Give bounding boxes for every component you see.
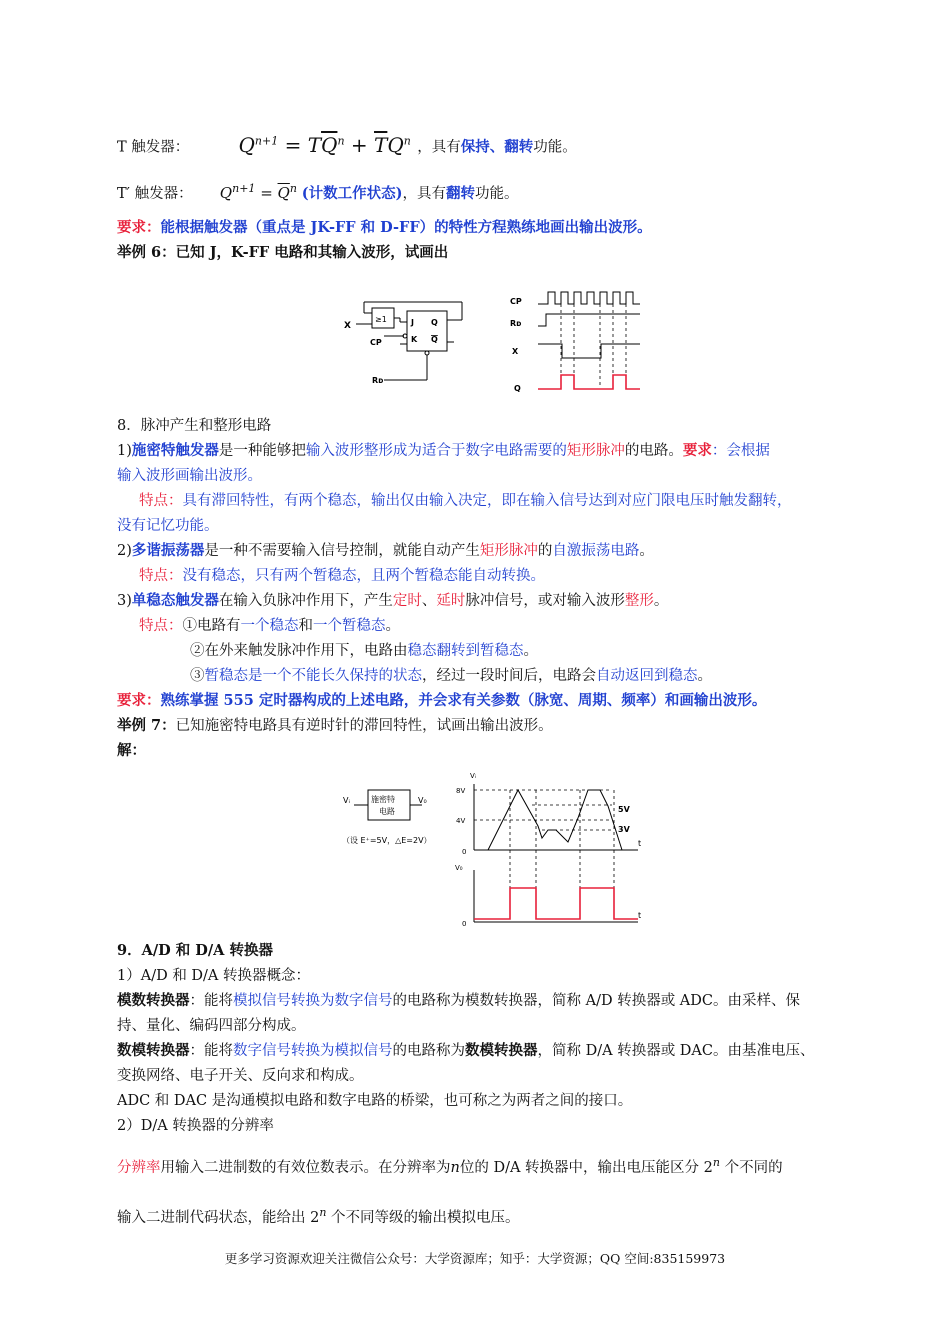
monostable-feature-2: ②在外来触发脉冲作用下，电路由稳态翻转到暂稳态。	[190, 643, 538, 659]
schmitt-note: （设 E⁺=5V，△E=2V）	[342, 836, 432, 845]
monostable-feature-3: ③暂稳态是一个不能长久保持的状态，经过一段时间后，电路会自动返回到稳态。	[190, 668, 712, 684]
wave-x-label: X	[512, 347, 519, 356]
solution-label: 解：	[117, 742, 146, 759]
jk-q-label: Q	[431, 318, 438, 327]
t-axis-bottom: t	[638, 911, 642, 920]
section-8-title: 8．脉冲产生和整形电路	[117, 418, 272, 434]
multivibrator-line: 2)多谐振荡器是一种不需要输入信号控制，就能自动产生矩形脉冲的自激振荡电路。	[117, 542, 654, 559]
jk-j-label: J	[411, 318, 414, 327]
dac-line-1: 数模转换器：能将数字信号转换为模拟信号的电路称为数模转换器，简称 D/A 转换器或 DAC。由基准电压、	[117, 1042, 815, 1059]
schmitt-vo-label: V₀	[418, 796, 427, 805]
adc-line-2: 持、量化、编码四部分构成。	[117, 1018, 306, 1034]
section-9-2: 2）D/A 转换器的分辨率	[117, 1118, 274, 1134]
page-footer: 更多学习资源欢迎关注微信公众号：大学资源库；知乎：大学资源；QQ 空间:835159973	[224, 1251, 726, 1266]
jk-qbar-label: Q	[431, 335, 438, 344]
t-ff-formula: $Q^{n+1} = T\overline{Q}^n + \overline{T}Q^n$	[238, 132, 411, 157]
jk-k-label: K	[411, 335, 418, 344]
jk-rd-label: Rᴅ	[372, 376, 384, 385]
tick-8v: 8V	[456, 787, 466, 795]
example-6: 举例 6：已知 J，K-FF 电路和其输入波形，试画出	[117, 244, 449, 261]
tick-4v: 4V	[456, 817, 466, 825]
schmitt-box-line-2: 电路	[379, 807, 395, 816]
jk-cp-label: CP	[370, 338, 382, 347]
level-3v: 3V	[618, 825, 630, 834]
requirement-1: 要求：能根据触发器（重点是 JK-FF 和 D-FF）的特性方程熟练地画出输出波形。	[117, 219, 652, 236]
section-9-title: 9．A/D 和 D/A 转换器	[117, 942, 273, 959]
schmitt-line-1: 1)施密特触发器是一种能够把输入波形整形成为适合于数字电路需要的矩形脉冲的电路。要求：会根据	[117, 442, 770, 459]
schmitt-line-2: 输入波形画输出波形。	[117, 468, 262, 484]
section-9-1: 1）A/D 和 D/A 转换器概念：	[117, 968, 311, 984]
monostable-feature-1: 特点：①电路有一个稳态和一个暂稳态。	[139, 618, 400, 634]
schmitt-box-line-1: 施密特	[371, 795, 395, 804]
schmitt-vi-label: Vᵢ	[343, 796, 350, 805]
resolution-line-1: 分辨率用输入二进制数的有效位数表示。在分辨率为n位的 D/A 转换器中，输出电压能区分 2$^n$ 个不同的	[117, 1156, 783, 1176]
schmitt-feature-1: 特点：具有滞回特性，有两个稳态，输出仅由输入决定，即在输入信号达到对应门限电压时触发翻转，	[139, 493, 792, 509]
jk-circuit-diagram	[340, 298, 480, 393]
schmitt-block	[340, 786, 450, 848]
wave-rd-label: Rᴅ	[510, 319, 522, 328]
monostable-line: 3)单稳态触发器在输入负脉冲作用下，产生定时、延时脉冲信号，或对输入波形整形。	[117, 592, 669, 609]
wave-cp-label: CP	[510, 297, 522, 306]
dac-line-2: 变换网络、电子开关、反向求和构成。	[117, 1068, 364, 1084]
zero-bottom: 0	[462, 920, 467, 928]
or-gate-label: ≥1	[375, 315, 387, 324]
example-7: 举例 7：已知施密特电路具有逆时针的滞回特性，试画出输出波形。	[117, 717, 553, 734]
t-ff-label: T 触发器：	[117, 139, 190, 156]
level-5v: 5V	[618, 805, 630, 814]
zero-top: 0	[462, 848, 467, 856]
wave-q-label: Q	[514, 384, 521, 393]
schmitt-feature-2: 没有记忆功能。	[117, 518, 219, 534]
tp-ff-line: T′ 触发器： $Q^{n+1} = \overline{Q}^n$ (计数工作状态)，具有翻转功能。	[117, 182, 519, 202]
chart-vo-axis-label: V₀	[455, 864, 463, 872]
chart-vi-axis-label: Vᵢ	[470, 772, 477, 780]
t-ff-line: T 触发器： $Q^{n+1} = T\overline{Q}^n + \overline{T}Q^n$ ，具有保持、翻转功能。	[117, 132, 577, 157]
tp-ff-label: T′ 触发器：	[117, 186, 193, 202]
adc-line-1: 模数转换器：能将模拟信号转换为数字信号的电路称为模数转换器，简称 A/D 转换器或 ADC。由采样、保	[117, 992, 800, 1009]
t-axis-top: t	[638, 839, 642, 848]
requirement-2: 要求：熟练掌握 555 定时器构成的上述电路，并会求有关参数（脉宽、周期、频率）和画输出波形。	[117, 692, 767, 709]
bridge-line: ADC 和 DAC 是沟通模拟电路和数字电路的桥梁，也可称之为两者之间的接口。	[117, 1093, 633, 1109]
jk-waveform	[508, 286, 653, 398]
multivibrator-feature: 特点：没有稳态，只有两个暂稳态，且两个暂稳态能自动转换。	[139, 568, 545, 584]
resolution-line-2: 输入二进制代码状态，能给出 2$^n$ 个不同等级的输出模拟电压。	[117, 1206, 520, 1226]
tp-ff-formula: $Q^{n+1} = \overline{Q}^n$	[219, 182, 297, 202]
schmitt-waveforms	[452, 766, 652, 932]
jk-x-label: X	[344, 321, 351, 331]
